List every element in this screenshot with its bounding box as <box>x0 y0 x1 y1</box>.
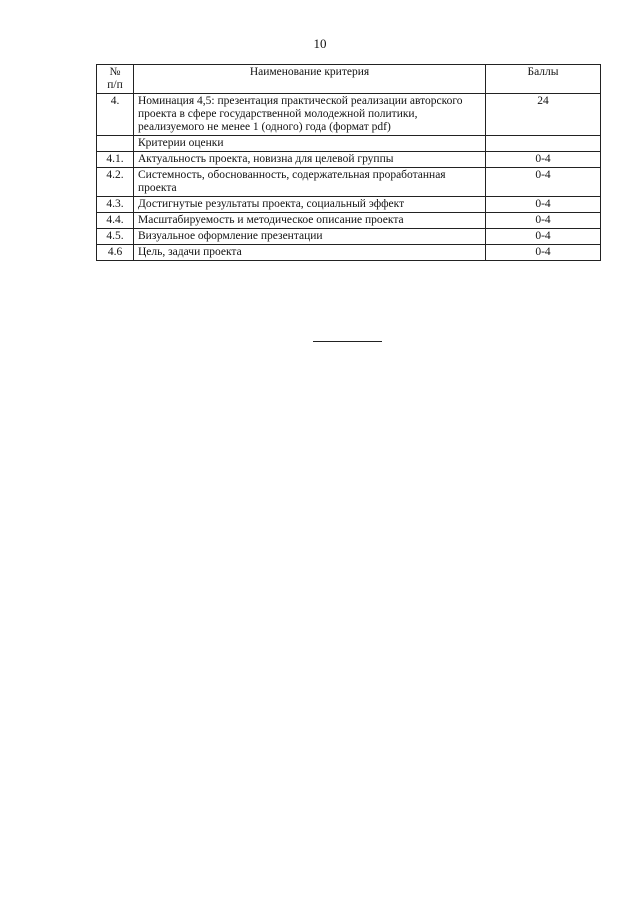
row-score <box>486 136 601 152</box>
page-number: 10 <box>313 36 327 51</box>
row-score: 0-4 <box>486 168 601 197</box>
row-criterion: Визуальное оформление презентации <box>134 229 486 245</box>
column-header-number-line2: п/п <box>107 79 123 91</box>
row-score: 0-4 <box>486 197 601 213</box>
row-number: 4. <box>97 94 134 136</box>
row-number: 4.4. <box>97 213 134 229</box>
row-criterion: Системность, обоснованность, содержательная проработанная проекта <box>134 168 486 197</box>
end-of-document-rule <box>313 341 382 342</box>
table-row <box>97 168 601 197</box>
row-criterion: Актуальность проекта, новизна для целевой группы <box>134 152 486 168</box>
column-header-number <box>97 65 134 94</box>
row-score: 0-4 <box>486 213 601 229</box>
column-header-number-line1: № <box>109 66 121 78</box>
table-row <box>97 213 601 229</box>
row-criterion: Номинация 4,5: презентация практической реализации авторского проекта в сфере государственной молодежной политики, реализуемого не менее 1 (одного) года (формат pdf) <box>134 94 486 136</box>
table-row <box>97 229 601 245</box>
row-number <box>97 136 134 152</box>
table-row-criteria-heading <box>97 136 601 152</box>
column-header-criterion: Наименование критерия <box>134 65 486 94</box>
row-number: 4.2. <box>97 168 134 197</box>
row-criterion: Критерии оценки <box>134 136 486 152</box>
row-criterion: Цель, задачи проекта <box>134 245 486 261</box>
row-score: 0-4 <box>486 152 601 168</box>
table-row <box>97 245 601 261</box>
row-score: 0-4 <box>486 229 601 245</box>
column-header-score: Баллы <box>486 65 601 94</box>
table-row-nomination <box>97 94 601 136</box>
row-number: 4.6 <box>97 245 134 261</box>
row-criterion: Достигнутые результаты проекта, социальный эффект <box>134 197 486 213</box>
row-number: 4.1. <box>97 152 134 168</box>
criteria-table <box>96 64 601 261</box>
row-score: 24 <box>486 94 601 136</box>
table-row <box>97 152 601 168</box>
row-score: 0-4 <box>486 245 601 261</box>
row-number: 4.5. <box>97 229 134 245</box>
table-header-row <box>97 65 601 94</box>
row-criterion: Масштабируемость и методическое описание проекта <box>134 213 486 229</box>
table-row <box>97 197 601 213</box>
row-number: 4.3. <box>97 197 134 213</box>
